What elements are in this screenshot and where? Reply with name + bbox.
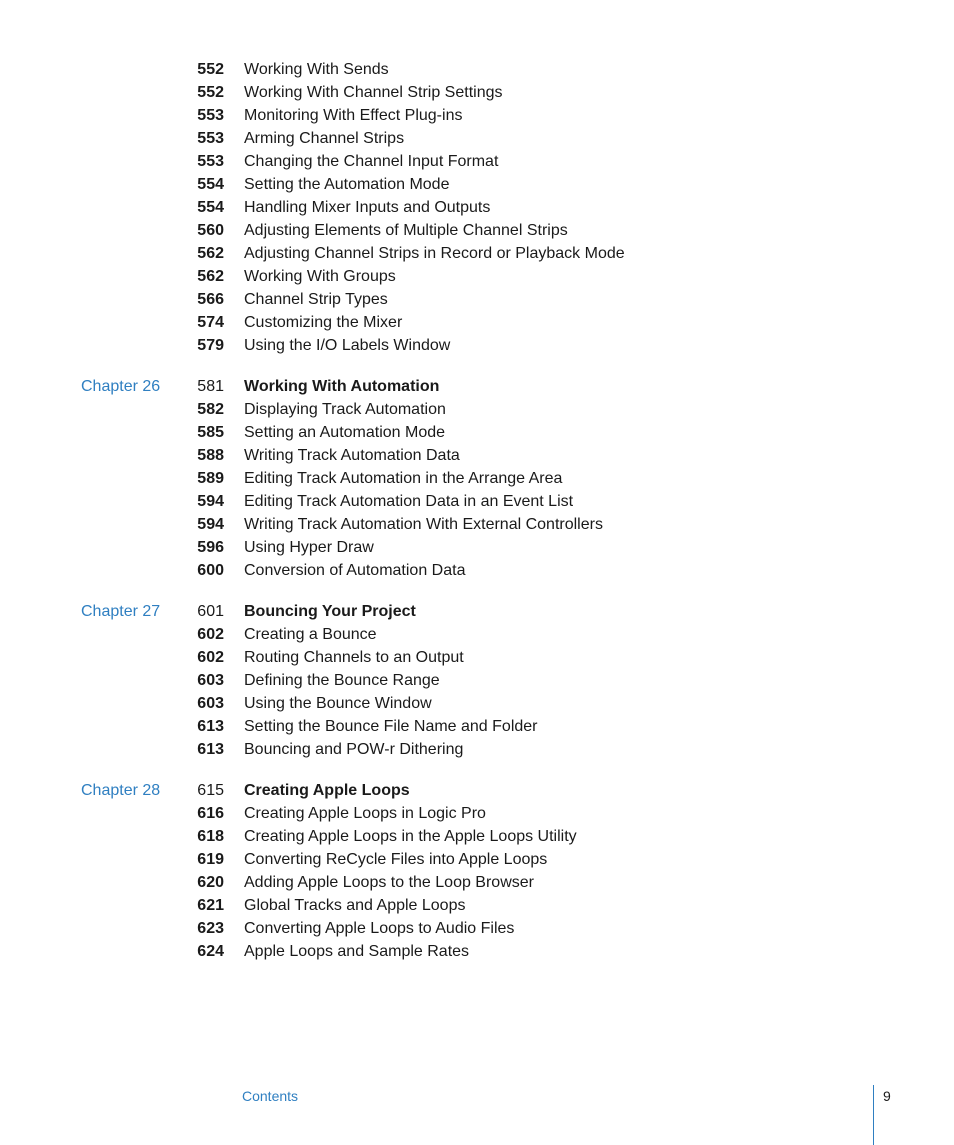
toc-entry-title[interactable]: Global Tracks and Apple Loops	[244, 897, 466, 914]
toc-entry-title[interactable]: Channel Strip Types	[244, 291, 388, 308]
toc-entry-row[interactable]	[0, 58, 954, 81]
toc-page-number[interactable]: 581	[197, 378, 224, 395]
toc-entry-row[interactable]	[0, 104, 954, 127]
toc-page-number[interactable]: 602	[197, 649, 224, 666]
toc-page-number[interactable]: 579	[197, 337, 224, 354]
group-spacer	[0, 582, 954, 600]
table-of-contents	[0, 58, 954, 963]
toc-entry-row[interactable]	[0, 623, 954, 646]
toc-entry-title[interactable]: Defining the Bounce Range	[244, 672, 440, 689]
toc-entry-title[interactable]: Monitoring With Effect Plug-ins	[244, 107, 463, 124]
toc-page-number[interactable]: 594	[197, 516, 224, 533]
toc-entry-title[interactable]: Working With Channel Strip Settings	[244, 84, 503, 101]
toc-page-number[interactable]: 603	[197, 695, 224, 712]
toc-page-number[interactable]: 589	[197, 470, 224, 487]
toc-entry-row[interactable]	[0, 288, 954, 311]
toc-entry-title[interactable]: Adjusting Channel Strips in Record or Playback Mode	[244, 245, 625, 262]
toc-page-number[interactable]: 562	[197, 245, 224, 262]
footer-divider	[873, 1085, 874, 1145]
chapter-label[interactable]: Chapter 27	[81, 603, 161, 620]
chapter-label[interactable]: Chapter 28	[81, 782, 161, 799]
toc-entry-row[interactable]	[0, 490, 954, 513]
toc-entry-title[interactable]: Creating Apple Loops in the Apple Loops Utility	[244, 828, 577, 845]
toc-entry-row[interactable]	[0, 559, 954, 582]
toc-entry-title[interactable]: Adjusting Elements of Multiple Channel Strips	[244, 222, 568, 239]
toc-entry-row[interactable]	[0, 127, 954, 150]
toc-page-number[interactable]: 613	[197, 718, 224, 735]
toc-page-number[interactable]: 562	[197, 268, 224, 285]
toc-entry-title[interactable]: Setting the Automation Mode	[244, 176, 450, 193]
toc-entry-title[interactable]: Editing Track Automation Data in an Event List	[244, 493, 574, 510]
toc-entry-title[interactable]: Setting an Automation Mode	[244, 424, 446, 441]
toc-entry-title[interactable]: Writing Track Automation Data	[244, 447, 460, 464]
toc-page-number[interactable]: 615	[197, 782, 224, 799]
toc-entry-row[interactable]	[0, 398, 954, 421]
toc-entry-title[interactable]: Adding Apple Loops to the Loop Browser	[244, 874, 534, 891]
toc-page-number[interactable]: 623	[197, 920, 224, 937]
toc-page-number[interactable]: 600	[197, 562, 224, 579]
footer-section-label: Contents	[242, 1088, 299, 1104]
toc-entry-title[interactable]: Writing Track Automation With External Controllers	[244, 516, 603, 533]
toc-page-number[interactable]: 552	[197, 61, 224, 78]
toc-entry-title[interactable]: Converting ReCycle Files into Apple Loops	[244, 851, 548, 868]
toc-entry-row[interactable]	[0, 646, 954, 669]
toc-entry-row[interactable]	[0, 871, 954, 894]
toc-entry-title[interactable]: Displaying Track Automation	[244, 401, 446, 418]
toc-entry-row[interactable]	[0, 444, 954, 467]
toc-entry-title[interactable]: Handling Mixer Inputs and Outputs	[244, 199, 491, 216]
toc-page-number[interactable]: 553	[197, 130, 224, 147]
toc-entry-row[interactable]	[0, 467, 954, 490]
toc-entry-title[interactable]: Arming Channel Strips	[244, 130, 405, 147]
toc-page-number[interactable]: 582	[197, 401, 224, 418]
toc-entry-title[interactable]: Working With Sends	[244, 61, 389, 78]
toc-page-number[interactable]: 616	[197, 805, 224, 822]
toc-entry-title[interactable]: Creating a Bounce	[244, 626, 377, 643]
toc-entry-title[interactable]: Converting Apple Loops to Audio Files	[244, 920, 515, 937]
toc-page-number[interactable]: 574	[197, 314, 224, 331]
toc-entry-row[interactable]	[0, 940, 954, 963]
toc-entry-row[interactable]	[0, 242, 954, 265]
toc-chapter-heading-row[interactable]	[0, 375, 954, 398]
toc-chapter-group	[0, 600, 954, 761]
toc-entry-title[interactable]: Using Hyper Draw	[244, 539, 374, 556]
toc-page-number[interactable]: 594	[197, 493, 224, 510]
toc-entry-title[interactable]: Apple Loops and Sample Rates	[244, 943, 470, 960]
group-spacer	[0, 357, 954, 375]
toc-entry-row[interactable]	[0, 536, 954, 559]
toc-page-number[interactable]: 552	[197, 84, 224, 101]
toc-entry-row[interactable]	[0, 334, 954, 357]
toc-entry-title[interactable]: Editing Track Automation in the Arrange Area	[244, 470, 563, 487]
toc-chapter-group	[0, 375, 954, 582]
toc-page-number[interactable]: 624	[197, 943, 224, 960]
toc-chapter-group	[0, 779, 954, 963]
toc-page-number[interactable]: 596	[197, 539, 224, 556]
toc-entry-row[interactable]	[0, 173, 954, 196]
toc-entry-row[interactable]	[0, 150, 954, 173]
toc-page-number[interactable]: 554	[197, 176, 224, 193]
chapter-title[interactable]: Bouncing Your Project	[244, 603, 416, 620]
toc-entry-row[interactable]	[0, 311, 954, 334]
chapter-title[interactable]: Working With Automation	[244, 378, 440, 395]
toc-entry-row[interactable]	[0, 917, 954, 940]
toc-chapter-heading-row[interactable]	[0, 600, 954, 623]
toc-entry-row[interactable]	[0, 894, 954, 917]
page-number: 9	[883, 1088, 891, 1104]
toc-entry-row[interactable]	[0, 265, 954, 288]
toc-page-number[interactable]: 603	[197, 672, 224, 689]
toc-entry-row[interactable]	[0, 196, 954, 219]
toc-page-number[interactable]: 613	[197, 741, 224, 758]
toc-page-number[interactable]: 560	[197, 222, 224, 239]
toc-entry-title[interactable]: Setting the Bounce File Name and Folder	[244, 718, 538, 735]
toc-entry-row[interactable]	[0, 81, 954, 104]
toc-entry-title[interactable]: Conversion of Automation Data	[244, 562, 466, 579]
toc-entry-row[interactable]	[0, 219, 954, 242]
toc-page-number[interactable]: 553	[197, 107, 224, 124]
toc-entry-row[interactable]	[0, 738, 954, 761]
toc-entry-title[interactable]: Using the I/O Labels Window	[244, 337, 451, 354]
toc-entry-title[interactable]: Using the Bounce Window	[244, 695, 432, 712]
toc-entry-title[interactable]: Working With Groups	[244, 268, 396, 285]
toc-page-number[interactable]: 601	[197, 603, 224, 620]
toc-page-number[interactable]: 618	[197, 828, 224, 845]
toc-page-number[interactable]: 554	[197, 199, 224, 216]
toc-page-number[interactable]: 566	[197, 291, 224, 308]
toc-page-number[interactable]: 602	[197, 626, 224, 643]
toc-entry-title[interactable]: Customizing the Mixer	[244, 314, 403, 331]
toc-page-number[interactable]: 620	[197, 874, 224, 891]
toc-chapter-heading-row[interactable]	[0, 779, 954, 802]
toc-entry-row[interactable]	[0, 669, 954, 692]
toc-entry-row[interactable]	[0, 421, 954, 444]
toc-page-number[interactable]: 619	[197, 851, 224, 868]
chapter-title[interactable]: Creating Apple Loops	[244, 782, 410, 799]
toc-entry-row[interactable]	[0, 715, 954, 738]
toc-page-number[interactable]: 588	[197, 447, 224, 464]
toc-entry-row[interactable]	[0, 513, 954, 536]
toc-entry-title[interactable]: Changing the Channel Input Format	[244, 153, 499, 170]
toc-entry-title[interactable]: Bouncing and POW-r Dithering	[244, 741, 464, 758]
toc-entry-title[interactable]: Creating Apple Loops in Logic Pro	[244, 805, 486, 822]
toc-entry-row[interactable]	[0, 692, 954, 715]
chapter-label[interactable]: Chapter 26	[81, 378, 161, 395]
toc-entry-row[interactable]	[0, 802, 954, 825]
toc-entry-title[interactable]: Routing Channels to an Output	[244, 649, 464, 666]
toc-page-number[interactable]: 621	[197, 897, 224, 914]
toc-entry-row[interactable]	[0, 848, 954, 871]
toc-entry-row[interactable]	[0, 825, 954, 848]
group-spacer	[0, 761, 954, 779]
toc-page-number[interactable]: 553	[197, 153, 224, 170]
toc-chapter-group	[0, 58, 954, 357]
toc-page-number[interactable]: 585	[197, 424, 224, 441]
